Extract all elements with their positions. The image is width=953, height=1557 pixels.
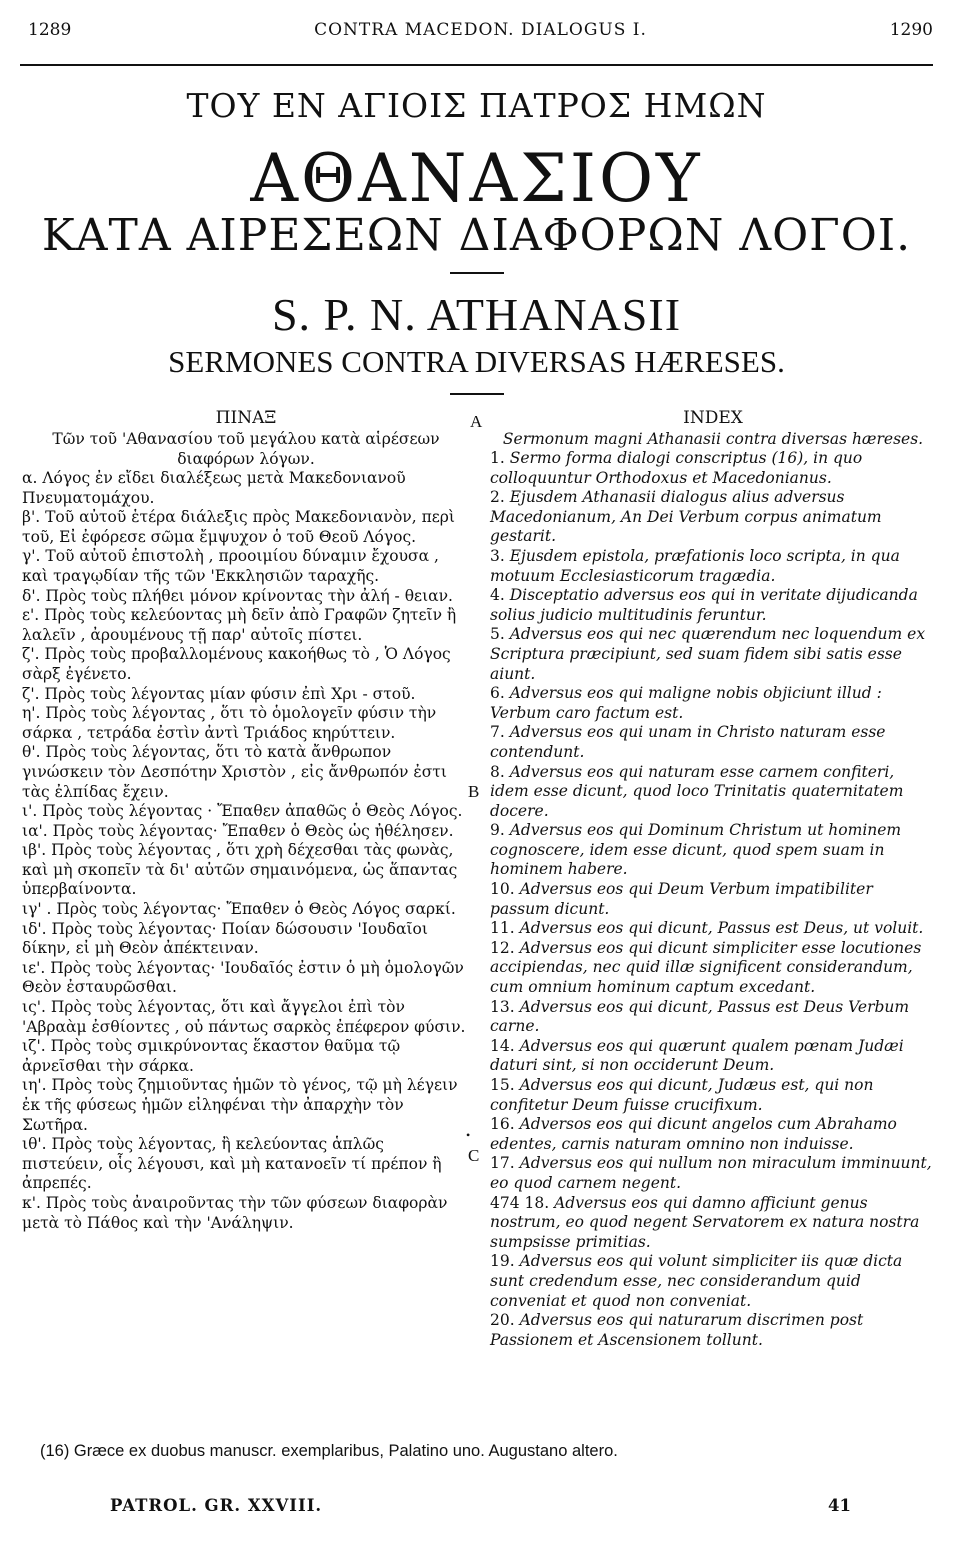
latin-entry-text: Adversus eos qui nec quærendum nec loquendum ex Scriptura præcipiunt, sed suam fidem sibi satis esse aiunt. xyxy=(490,625,926,683)
greek-entry: ιε'. Πρὸς τοὺς λέγοντας· 'Ιουδαῖός ἐστιν ὁ μὴ ὁμολογῶν Θεὸν ἐσταυρῶσθαι. xyxy=(22,958,464,997)
latin-entry-text: Adversus eos qui naturarum discrimen post Passionem et Ascensionem tollunt. xyxy=(490,1311,864,1349)
latin-entry-number: 11. xyxy=(490,919,520,938)
greek-entry: α. Λόγος ἐν εἴδει διαλέξεως μετὰ Μακεδονιανοῦ Πνευματομάχου. xyxy=(22,469,406,507)
latin-entry-number: 16. xyxy=(490,1115,520,1134)
latin-entry xyxy=(490,1154,936,1193)
latin-entry xyxy=(490,763,936,822)
greek-entry: ιγ' . Πρὸς τοὺς λέγοντας· Ἔπαθεν ὁ Θεὸς Λόγος σαρκί. xyxy=(22,900,456,919)
greek-entry: ιδ'. Πρὸς τοὺς λέγοντας· Ποίαν δώσουσιν 'Ιουδαῖοι δίκην, εἰ μὴ Θεὸν ἀπέκτειναν. xyxy=(22,919,428,958)
greek-column xyxy=(22,408,470,1233)
latin-entry-number: 15. xyxy=(490,1076,520,1094)
margin-letter-b: B xyxy=(468,782,480,801)
latin-entry-number: 14. xyxy=(490,1036,520,1055)
greek-entry: δ'. Πρὸς τοὺς πλήθει μόνον κρίνοντας τὴν ἀλή - θειαν. xyxy=(22,586,453,605)
latin-entry-text: Adversus eos qui maligne nobis objiciunt illud : Verbum caro factum est. xyxy=(490,684,882,722)
page-number-left: 1289 xyxy=(28,20,72,40)
greek-entry: η'. Πρὸς τοὺς λέγοντας , ὅτι τὸ ὁμολογεῖν φύσιν τὴν σάρκα , τετράδα ἐστὶν ἀντὶ Τριάδος κηρύττειν. xyxy=(22,704,437,742)
title-divider xyxy=(450,272,504,274)
latin-entry-number: 13. xyxy=(490,997,520,1016)
latin-entry-text: Ejusdem Athanasii dialogus alius adversus Macedonianum, An Dei Verbum corpus animatum gestarit. xyxy=(490,488,882,546)
latin-entry-number: 2. xyxy=(490,488,510,507)
greek-entry: ιβ'. Πρὸς τοὺς λέγοντας , ὅτι χρὴ δέχεσθαι τὰς φωνὰς, καὶ μὴ σκοπεῖν τὰ δι' αὐτῶν σημαινόμενα, ὡς ἅπαντας ὑπερβαίνοντα. xyxy=(22,841,458,899)
greek-entry: ιη'. Πρὸς τοὺς ζημιοῦντας ἡμῶν τὸ γένος, τῷ μὴ λέγειν ἐκ τῆς φύσεως ἡμῶν εἰληφέναι τὴν ἀπαρχὴν τὸν Σωτῆρα. xyxy=(22,1076,458,1134)
title-line-4: S. P. N. ATHANASII xyxy=(271,289,682,340)
latin-entry-text: Adversus eos qui quærunt qualem pœnam Judæi daturi sint, si non occiderunt Deum. xyxy=(490,1036,904,1075)
latin-entry-text: Adversus eos qui unam in Christo naturam esse contendunt. xyxy=(490,723,886,761)
latin-entry xyxy=(490,488,936,547)
latin-entry xyxy=(490,1311,936,1350)
header-rule xyxy=(20,64,933,66)
greek-entry: ε'. Πρὸς τοὺς κελεύοντας μὴ δεῖν ἀπὸ Γραφῶν ζητεῖν ἢ λαλεῖν , ἀρουμένους τῇ παρ' αὐτοῖς πίστει. xyxy=(22,606,457,644)
latin-entry-number: 12. xyxy=(490,938,520,957)
latin-entry xyxy=(490,684,936,723)
latin-entry-text: Adversus eos qui damno afficiunt genus nostrum, eo quod negent Servatorem ex natura nostra sumpsisse primitias. xyxy=(490,1193,920,1251)
greek-entry: ζ'. Πρὸς τοὺς λέγοντας μίαν φύσιν ἐπὶ Χρι - στοῦ. xyxy=(22,684,416,703)
latin-entry-text: Adversus eos qui dicunt, Passus est Deus Verbum carne. xyxy=(490,997,910,1036)
latin-entry xyxy=(490,449,936,488)
latin-entry-text: Sermo forma dialogi conscriptus (16), in quo colloquuntur Orthodoxus et Macedonianus. xyxy=(490,449,863,487)
latin-entry-text: Adversos eos qui dicunt angelos cum Abrahamo edentes, carnis naturam omnino non induisse. xyxy=(490,1115,897,1153)
running-header xyxy=(28,14,933,50)
margin-dot: • xyxy=(466,1128,471,1142)
latin-entry xyxy=(490,625,936,684)
greek-entry: ιθ'. Πρὸς τοὺς λέγοντας, ἢ κελεύοντας ἁπλῶς πιστεύειν, οἷς λέγουσι, καὶ μὴ κατανοεῖν τί πρέπον ἢ ἀπρεπές. xyxy=(22,1135,442,1193)
latin-entry xyxy=(490,880,936,919)
greek-entry: θ'. Πρὸς τοὺς λέγοντας, ὅτι τὸ κατὰ ἄνθρωπον γινώσκειν τὸν Δεσπότην Χριστὸν , εἰς ἄνθρωπόν ἐστι τὰς ἐλπίδας ἔχειν. xyxy=(22,743,447,801)
footnote: (16) Græce ex duobus manuscr. exemplaribus, Palatino uno. Augustano altero. xyxy=(40,1442,618,1460)
latin-entry xyxy=(490,723,936,762)
latin-entry-text: Adversus eos qui dicunt simpliciter esse locutiones accipiendas, nec quid illæ significent considerandum, cum omnium hominum captum excedant. xyxy=(490,938,922,997)
greek-intro: Τῶν τοῦ 'Αθανασίου τοῦ μεγάλου κατὰ αἱρέσεων διαφόρων λόγων. xyxy=(52,430,440,468)
latin-entry-number: 9. xyxy=(490,821,510,840)
latin-entry-list xyxy=(490,449,936,1350)
latin-entry-text: Ejusdem epistola, præfationis loco scripta, in qua motuum Ecclesiasticorum tragædia. xyxy=(490,546,900,585)
greek-entry: γ'. Τοῦ αὐτοῦ ἐπιστολὴ , προοιμίου δύναμιν ἔχουσα , καὶ τραγῳδίαν τῆς τῶν 'Εκκλησιῶν ταραχῆς. xyxy=(22,547,439,585)
page-number-right: 1290 xyxy=(889,20,933,40)
title-line-2: ΑΘΑΝΑΣΙΟΥ xyxy=(250,140,703,217)
title-line-1: ΤΟΥ ΕΝ ΑΓΙΟΙΣ ΠΑΤΡΟΣ ΗΜΩΝ xyxy=(186,86,767,125)
greek-entry: κ'. Πρὸς τοὺς ἀναιροῦντας τὴν τῶν φύσεων διαφορὰν μετὰ τὸ Πάθος καὶ τὴν 'Ανάληψιν. xyxy=(22,1193,448,1232)
latin-entry-number: 7. xyxy=(490,723,510,742)
title-line-5: SERMONES CONTRA DIVERSAS HÆRESES. xyxy=(168,344,785,379)
greek-entry: ζ'. Πρὸς τοὺς προβαλλομένους κακοήθως τὸ , Ὁ Λόγος σὰρξ ἐγένετο. xyxy=(22,645,451,683)
footer-series: PATROL. GR. XXVIII. xyxy=(110,1496,323,1515)
latin-entry xyxy=(490,1252,936,1311)
latin-entry xyxy=(490,1037,936,1076)
latin-entry-text: Disceptatio adversus eos qui in veritate dijudicanda solius judicio multitudinis feruntur. xyxy=(490,586,918,624)
latin-entry xyxy=(490,821,936,880)
greek-entry-list xyxy=(22,469,470,1233)
latin-entry-text: Adversus eos qui Deum Verbum impatibiliter passum dicunt. xyxy=(490,880,873,918)
latin-column xyxy=(490,408,936,1350)
greek-entry: β'. Τοῦ αὐτοῦ ἑτέρα διάλεξις πρὸς Μακεδονιανὸν, περὶ τοῦ, Εἰ ἐφόρεσε σῶμα ἔμψυχον ὁ τοῦ Θεοῦ Λόγος. xyxy=(22,508,455,546)
title-line-3: ΚΑΤΑ ΑΙΡΕΣΕΩΝ ΔΙΑΦΟΡΩΝ ΛΟΓΟΙ. xyxy=(41,210,912,261)
latin-intro: Sermonum magni Athanasii contra diversas hæreses. xyxy=(502,430,924,448)
latin-entry-number: 1. xyxy=(490,449,510,467)
footer-signature: 41 xyxy=(828,1496,851,1515)
latin-entry-number: 6. xyxy=(490,684,510,703)
latin-entry-number: 17. xyxy=(490,1154,520,1173)
running-title: CONTRA MACEDON. DIALOGUS I. xyxy=(314,20,647,40)
latin-entry xyxy=(490,586,936,625)
latin-entry xyxy=(490,547,936,586)
latin-entry-text: Adversus eos qui naturam esse carnem confiteri, idem esse dicunt, quod loco Trinitatis quaternitatem docere. xyxy=(490,762,904,820)
greek-heading: ΠΙΝΑΞ xyxy=(215,408,277,428)
latin-entry-text: Adversus eos qui volunt simpliciter iis quæ dicta sunt credendum esse, nec considerandum quid conveniat et quod non conveniat. xyxy=(490,1252,903,1310)
latin-entry-text: Adversus eos qui nullum non miraculum imminuunt, eo quod carnem negent. xyxy=(490,1154,932,1192)
title-divider-bottom xyxy=(450,393,504,395)
greek-entry: ις'. Πρὸς τοὺς λέγοντας, ὅτι καὶ ἄγγελοι ἐπὶ τὸν 'Αβραὰμ ἐσθίοντες , οὐ πάντως σαρκὸς ἐπέφερον φύσιν. xyxy=(22,998,466,1036)
latin-entry-number: 474 18. xyxy=(490,1193,555,1212)
margin-letter-a: A xyxy=(470,412,483,431)
latin-entry-number: 19. xyxy=(490,1252,520,1271)
greek-entry: ιζ'. Πρὸς τοὺς σμικρύνοντας ἕκαστον θαῦμα τῷ ἀρνεῖσθαι τὴν σάρκα. xyxy=(22,1037,401,1075)
latin-entry xyxy=(490,1115,936,1154)
latin-entry-number: 3. xyxy=(490,546,510,565)
latin-entry xyxy=(490,1076,936,1115)
latin-entry-number: 8. xyxy=(490,762,510,781)
greek-entry: ια'. Πρὸς τοὺς λέγοντας· Ἔπαθεν ὁ Θεὸς ὡς ἠθέλησεν. xyxy=(22,821,454,840)
latin-entry-text: Adversus eos qui dicunt, Judæus est, qui non confitetur Deum fuisse crucifixum. xyxy=(490,1076,874,1114)
margin-letter-c: C xyxy=(468,1146,480,1165)
greek-entry: ι'. Πρὸς τοὺς λέγοντας · Ἔπαθεν ἀπαθῶς ὁ Θεὸς Λόγος. xyxy=(22,802,463,821)
latin-entry xyxy=(490,919,936,939)
latin-entry-number: 20. xyxy=(490,1311,520,1330)
latin-entry xyxy=(490,1194,936,1253)
latin-entry xyxy=(490,998,936,1037)
latin-entry-number: 10. xyxy=(490,880,520,899)
latin-entry-number: 4. xyxy=(490,586,510,605)
latin-entry xyxy=(490,939,936,998)
latin-entry-text: Adversus eos qui dicunt, Passus est Deus, ut voluit. xyxy=(519,919,924,938)
latin-heading: INDEX xyxy=(683,408,743,428)
latin-entry-text: Adversus eos qui Dominum Christum ut hominem cognoscere, idem esse dicunt, quod spem suam in hominem habere. xyxy=(490,821,902,879)
latin-entry-number: 5. xyxy=(490,625,510,644)
